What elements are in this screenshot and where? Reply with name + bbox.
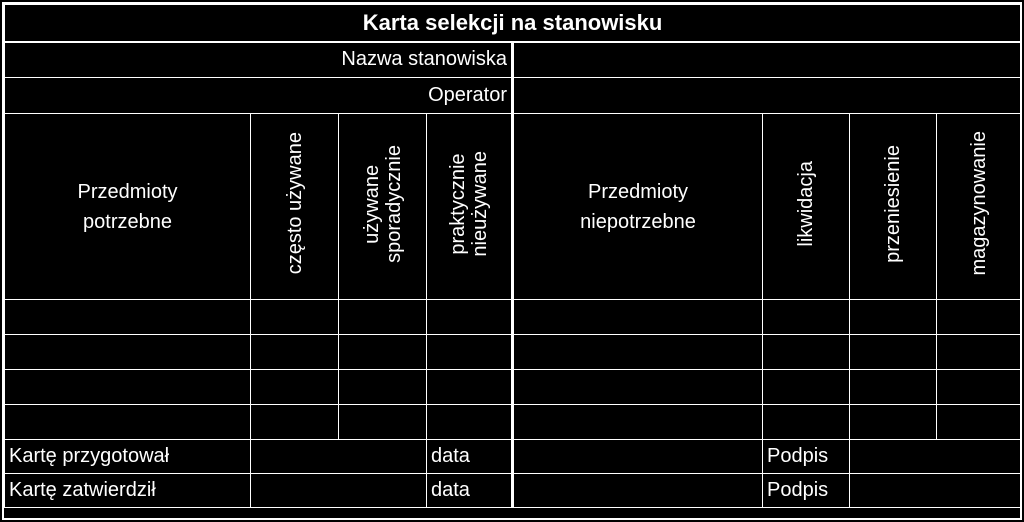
prepared-signature-label: Podpis — [763, 440, 850, 474]
header-storage: magazynowanie — [937, 114, 1021, 300]
table-cell[interactable] — [763, 370, 850, 405]
prepared-by-field[interactable] — [251, 440, 427, 474]
header-practically-unused: praktycznie nieużywane — [427, 114, 513, 300]
table-cell[interactable] — [850, 300, 937, 335]
table-cell[interactable] — [427, 300, 513, 335]
table-cell[interactable] — [850, 335, 937, 370]
operator-field[interactable] — [513, 78, 1021, 114]
table-cell[interactable] — [251, 405, 339, 440]
table-cell[interactable] — [850, 405, 937, 440]
selection-card — [2, 2, 1022, 520]
table-cell[interactable] — [427, 370, 513, 405]
table-cell[interactable] — [339, 335, 427, 370]
table-cell[interactable] — [339, 405, 427, 440]
table-cell[interactable] — [427, 335, 513, 370]
table-cell[interactable] — [251, 335, 339, 370]
table-row — [5, 335, 1021, 370]
header-often-used: często używane — [251, 114, 339, 300]
header-transfer: przeniesienie — [850, 114, 937, 300]
approved-date-label: data — [427, 474, 513, 508]
table-cell[interactable] — [937, 370, 1021, 405]
table-cell[interactable] — [850, 370, 937, 405]
table-cell[interactable] — [937, 335, 1021, 370]
table-cell[interactable] — [5, 405, 251, 440]
table-cell[interactable] — [763, 300, 850, 335]
operator-label: Operator — [5, 78, 513, 114]
table-cell[interactable] — [5, 335, 251, 370]
table-cell[interactable] — [763, 405, 850, 440]
prepared-date-field[interactable] — [513, 440, 763, 474]
table-row — [5, 370, 1021, 405]
table-cell[interactable] — [937, 405, 1021, 440]
table-cell[interactable] — [513, 335, 763, 370]
selection-card-table — [4, 4, 1021, 508]
table-row — [5, 405, 1021, 440]
approved-signature-label: Podpis — [763, 474, 850, 508]
table-cell[interactable] — [513, 405, 763, 440]
approved-signature-field[interactable] — [850, 474, 1021, 508]
card-title: Karta selekcji na stanowisku — [5, 5, 1021, 42]
table-cell[interactable] — [763, 335, 850, 370]
header-liquidation: likwidacja — [763, 114, 850, 300]
table-cell[interactable] — [427, 405, 513, 440]
table-cell[interactable] — [513, 300, 763, 335]
approved-by-field[interactable] — [251, 474, 427, 508]
table-cell[interactable] — [339, 300, 427, 335]
approved-by-label: Kartę zatwierdził — [5, 474, 251, 508]
prepared-date-label: data — [427, 440, 513, 474]
table-cell[interactable] — [251, 370, 339, 405]
table-cell[interactable] — [937, 300, 1021, 335]
station-name-label: Nazwa stanowiska — [5, 42, 513, 78]
table-row — [5, 300, 1021, 335]
header-sporadic: używane sporadycznie — [339, 114, 427, 300]
prepared-signature-field[interactable] — [850, 440, 1021, 474]
prepared-by-label: Kartę przygotował — [5, 440, 251, 474]
header-unneeded-items: Przedmioty niepotrzebne — [513, 114, 763, 300]
table-cell[interactable] — [513, 370, 763, 405]
header-needed-items: Przedmioty potrzebne — [5, 114, 251, 300]
table-cell[interactable] — [251, 300, 339, 335]
station-name-field[interactable] — [513, 42, 1021, 78]
table-cell[interactable] — [339, 370, 427, 405]
approved-date-field[interactable] — [513, 474, 763, 508]
table-cell[interactable] — [5, 370, 251, 405]
table-cell[interactable] — [5, 300, 251, 335]
